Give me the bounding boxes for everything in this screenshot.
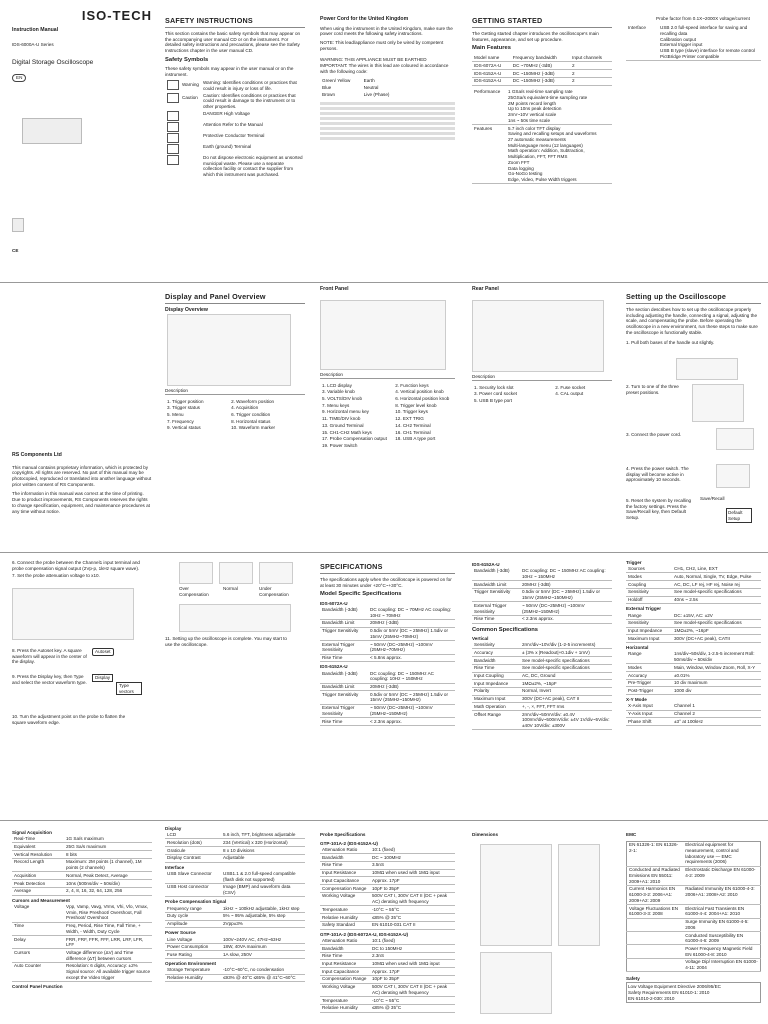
under-comp-label: Under Compensation [259, 586, 289, 597]
probe-factor-text: Probe factor from 0.1X~2000X voltage/current [656, 16, 750, 21]
display-table: LCD 5.6 inch, TFT, brightness adjustable Resolution (dots) 234 (Vertical) x 320 (Horizontal) Graticule 8 x 10 divisions Display Contrast Adjustable [165, 832, 305, 863]
interface-heading: Interface [165, 864, 185, 870]
symbol-row: Do not dispose electronic equipment as unsorted municipal waste. Please use a separate collection facility or contact the supplier from which this instrument was purchased. [165, 154, 305, 178]
setup-step-3: 3. Connect the power cord. [626, 432, 682, 437]
power-table: Line Voltage 100V~240V AC, 47Hz~63Hz Power Consumption 18W, 40VA maximum Fuse Rating 1A slow, 250V [165, 936, 305, 959]
power-cord-text: When using the instrument in the United Kingdom, make sure the power cord meets the following safety instructions. [320, 25, 453, 37]
setup-step-4: 4. Press the power switch. The display will become active in approximately 10 seconds. [626, 466, 689, 483]
operation-table: Storage Temperature -10°C~60°C, no condensation Relative Humidity ≤93% @ 40°C ≤65% @ 41°C~60°C [165, 967, 305, 982]
rear-panel-diagram [472, 300, 604, 372]
power-cord-heading: Power Cord for the United Kingdom [320, 16, 409, 22]
setup-intro: The section describes how to set up the oscilloscope properly including adjusting the handle, connecting a signal, adjusting the scale, and compensating the probe. Before operating the oscilloscope in a new environment, run these steps to make sure the oscilloscope is functionally stable. [626, 307, 758, 335]
setup-heading: Setting up the Oscilloscope [626, 292, 727, 301]
front-dimensions-drawing [480, 844, 552, 946]
display-overview-sub: Display Overview [165, 307, 208, 313]
row-divider-1 [0, 282, 768, 283]
autoset-key: Autoset [92, 648, 114, 656]
cover-series: IDS-6000A-U Series [12, 41, 54, 47]
trigger-specs-section [626, 560, 761, 818]
model-3-title: IDS-6152A-U [472, 562, 500, 567]
earth-ground-icon [167, 144, 179, 154]
rs-text-2: The information in this manual was correct at the time of printing. Due to product improvements, RS Components reserves the rights to change specification, equipment, and maintenance procedures at any time without notice. [12, 491, 150, 514]
symbol-row: Caution Caution: Identifies conditions or practices that could result in damage to the instrument or to other properties. [165, 92, 305, 110]
model-2-table: Bandwidth (-3dB) DC coupling: DC ~ 150MHz AC coupling: 10Hz ~ 150MHz Bandwidth Limit 20MHz (-3dB) Trigger Sensitivity 0.5div or 5mV (DC ~ 25MHz) 1.5div or 15mV (25MHz~150MHz) External Trigger Sensitivity ~ 50mV (DC~25MHz) ~100mV (25MHz~150MHz) Rise Time < 2.3ns approx. [320, 670, 455, 726]
safety-symbols-heading: Safety Symbols [165, 56, 209, 63]
power-cord-warning: WARNING: THIS APPLIANCE MUST BE EARTHED IMPORTANT: The wires in this lead are coloured in accordance with the following code: [320, 57, 449, 74]
symbol-row: Protective Conductor Terminal [165, 132, 305, 143]
specs-heading: SPECIFICATIONS [320, 562, 383, 571]
display-overview-section: Display and Panel Overview Display Overview Description 1. Trigger position 2. Waveform position 3. Trigger status 4. Acquisition 5. Menu 6. Trigger condition 7. Frequency 8. Horizontal status 9. Vertical status 10. Waveform marker [165, 292, 305, 550]
display-heading: Display [165, 826, 182, 831]
power-switch-image [716, 464, 750, 488]
oscilloscope-image [22, 118, 82, 144]
safety-spec-item: Safety Requirements EN 61010-1: 2010 [628, 989, 710, 995]
setup-step-6: 6. Connect the probe between the Channel1 input terminal and probe compensation signal output (2Vp-p, 1kHz square wave). [12, 560, 140, 571]
symbol-row: Earth (ground) Terminal [165, 143, 305, 154]
probe-1-title: GTP-101A-2 (IDS-6152A-U) [320, 840, 378, 846]
handle-image [676, 358, 738, 380]
control-heading: Control Panel Function [12, 984, 63, 990]
symbol-row: Warning Warning: Identifies conditions or practices that could result in injury or loss of life. [165, 80, 305, 92]
getting-started-section: GETTING STARTED The Getting started chapter introduces the oscilloscope's main features, appearance, and set up procedure. Main Features Model name Frequency bandwidth Input channels IDS-6072A-U DC ~70MHz (-3dB) 2 IDS-6152A-U DC ~150MHz (-3dB) 2 IDS-6152A-U DC ~150MHz (-3dB) 2 Performance 1 GSa/s real-time sampling rate 25GSa/s equivalent-time sampling rate 2M points record length Up to 10ns peak detection 2mV~10V vertical scale 1ns ~ 50s time scale Features 5.7 inch color TFT display Saving and recalling setups and waveforms 27 automatic measurements Multi-language menu (12 languages) Math operation: Addition, Subtraction, Multiplication, FFT, FFT RMS Zoom FFT Data logging Go-NoGo testing Edge, Video, Pulse Width triggers [472, 16, 612, 280]
cursors-heading: Cursors and Measurement [12, 897, 70, 903]
display-diagram [167, 314, 291, 386]
safety-spec-item: Low Voltage Equipment Directive 2006/95/EC [628, 984, 721, 990]
dimensions-heading: Dimensions [472, 832, 499, 837]
display-specs-section [165, 826, 305, 1022]
default-setup-key: Default Setup [726, 508, 752, 523]
interface-table: USB Slave Connector USB1.1 & 2.0 full-speed compatible (flash disk not supported) USB Host connector Image (BMP) and waveform data (CSV) [165, 870, 305, 897]
normal-wave [219, 562, 253, 584]
power-cord-image [716, 428, 754, 450]
emc-section [626, 832, 761, 1022]
common-specs-heading: Common Specifications [472, 626, 539, 633]
safety-spec-heading: Safety [626, 976, 640, 982]
setup-step-9: 9. Press the Display key, then Type and select the vector waveform type. [12, 674, 87, 685]
normal-label: Normal [223, 586, 238, 591]
row-divider-3 [0, 820, 768, 821]
probe-adjust-image [179, 604, 291, 632]
rs-section [12, 452, 152, 550]
symbol-row: Attention Refer to the Manual [165, 121, 305, 132]
rear-panel-heading: Rear Panel [472, 286, 499, 292]
safety-spec-item: EN 61010-2-030: 2010 [628, 995, 675, 1001]
probe-2-title: GTP-101A-2 (IDS-6072A-U, IDS-6152A-U) [320, 931, 409, 937]
model-specs-heading: Model Specific Specifications [320, 591, 402, 598]
under-compensation-wave [259, 562, 293, 584]
signal-table: Real-Time 1G Sa/s maximum Equivalent 25G Sa/s maximum Vertical Resolution 8 bits Record Length Maximum: 2M points (1 channel), 1M points (2 channels) Acquisition Normal, Peak Detect, Average Peak Detection 10ns (500ns/div ~ 50s/div) Average 2, 4, 8, 16, 32, 64, 128, 256 [12, 836, 152, 896]
warning-icon [167, 80, 179, 90]
probe-connection-image [12, 588, 134, 640]
emc-heading: EMC [626, 832, 637, 837]
probe-comp-heading: Probe Compensation Signal [165, 899, 227, 905]
probe-comp-table: Frequency range 1kHz ~ 100kHz adjustable, 1kHz step Duty cycle 5% ~ 95% adjustable, 5% step Amplitude 2Vpp±3% [165, 905, 305, 928]
trigger-heading: Trigger [626, 560, 642, 565]
safety-symbols-intro: These safety symbols may appear in the user manual or on the instrument. [165, 66, 294, 77]
power-cord-note: NOTE: This lead/appliance must only be wired by competent persons. [320, 39, 444, 51]
front-panel-diagram [320, 300, 446, 370]
language-badge: EN [12, 74, 26, 82]
safety-intro: This section contains the basic safety symbols that may appear on the accompanying user manual CD or on the instrument. For detailed safety instructions and precautions, please see the Safety Instructions chapter in the user manual CD. [165, 31, 301, 54]
probe-heading: Probe Specifications [320, 832, 366, 837]
front-panel-section: Front Panel Description 1. LCD display 2. Function keys 3. Variable knob 4. Vertical position knob 5. VOLTS/DIV knob 6. Horizontal position knob 7. Menu keys 8. Trigger level knob 9. Horizontal menu key 10. Trigger keys 11. TIME/DIV knob 12. EXT TRIG 13. Ground Terminal 14. CH2 Terminal 15. CH1-CH2 Math keys 16. CH1 Terminal 17. Probe Compensation output 18. USB A type port 19. Power Switch [320, 286, 455, 550]
signal-heading: Signal Acquisition [12, 830, 52, 835]
setup-step-10: 10. Turn the adjustment point on the probe to flatten the square waveform edge. [12, 714, 126, 725]
rear-panel-section: Rear Panel Description 1. Security lock slot 2. Fuse socket 3. Power cord socket 4. CAL output 5. USB B type port [472, 286, 612, 550]
trigger-table: Sources CH1, CH2, Line, EXT Modes Auto, Normal, Single, TV, Edge, Pulse Coupling AC, DC, LF rej, HF rej, Noise rej Sensitivity See model-specific specifications Holdoff 40ns ~ 2.5s [626, 566, 761, 605]
handle-positions-image [692, 384, 744, 422]
rear-dimensions-drawing [480, 952, 552, 1014]
brand-logo: ISO-TECH [81, 8, 152, 23]
models-table: Model name Frequency bandwidth Input channels IDS-6072A-U DC ~70MHz (-3dB) 2 IDS-6152A-U DC ~150MHz (-3dB) 2 IDS-6152A-U DC ~150MHz (-3dB) 2 [472, 55, 612, 86]
model-2-title: IDS-6152A-U [320, 664, 348, 670]
protective-conductor-icon [167, 133, 179, 143]
power-heading: Power Source [165, 930, 196, 936]
save-recall-key: Save/Recall [700, 496, 725, 501]
display-key: Display [92, 674, 113, 682]
cover-title: Instruction Manual [12, 27, 59, 33]
specs-section [320, 562, 455, 817]
symbol-row: DANGER High Voltage [165, 110, 305, 121]
power-cord-section: Power Cord for the United Kingdom When using the instrument in the United Kingdom, make sure the power cord meets the following safety instructions. NOTE: This lead/appliance must only be wired by competent persons. WARNING: THIS APPLIANCE MUST BE EARTHED IMPORTANT: The wires in this lead are coloured in accordance with the following code: Green/ Yellow Earth Blue Neutral Brown Live (Phase) [320, 16, 455, 280]
common-specs-section [472, 562, 612, 817]
setup-step-8: 8. Press the Autoset key. A square waveform will appear in the center of the display. [12, 648, 87, 665]
setup-steps-continued [12, 560, 152, 815]
setup-step-1: 1. Pull both bases of the handle out slightly. [626, 339, 715, 345]
rs-text-1: This manual contains proprietary information, which is protected by copyrights. All rights are reserved. No part of this manual may be photocopied, reproduced or translated into another language without prior written consent of RS Components. [12, 464, 152, 487]
display-desc-label: Description [165, 388, 305, 395]
signal-acquisition-section [12, 830, 152, 1022]
safety-section [165, 16, 305, 280]
rs-heading: RS Components Ltd [12, 452, 62, 458]
xy-table: X-Axis Input Channel 1 Y-Axis Input Channel 2 Phase Shift ±3° at 100kHz [626, 703, 761, 726]
type-vectors-key: Type vectors [116, 682, 142, 695]
setup-step-2: 2. Turn to one of the three preset positions. [626, 384, 679, 395]
vertical-table: Sensitivity 2mV/div~10V/div (1-2-5 increments) Accuracy ± (3% x |Readout|+0.1div + 1mV) Bandwidth See model-specific specifications Rise Time See model-specific specifications Input Coupling AC, DC, Ground Input Impedance 1MΩ±2%, ~15pF Polarity Normal, Invert Maximum Input 300V (DC+AC peak), CAT II Math Operation +, -, ×, FFT, FFT rms Offset Range 2mV/div~50mV/div: ±0.4V 100mV/div~500mV/div: ±4V 1V/div~5V/div: ±40V 10V/div: ±300V [472, 642, 612, 731]
weee-bin-icon [167, 155, 179, 165]
getting-started-intro: The Getting started chapter introduces the oscilloscope's main features, appearance, and set up procedure. [472, 31, 599, 42]
xy-heading: X-Y Mode [626, 697, 647, 703]
safety-heading: SAFETY INSTRUCTIONS [165, 16, 253, 25]
probe-specs-section [320, 832, 455, 1022]
operation-heading: Operation Environment [165, 961, 217, 967]
getting-started-heading: GETTING STARTED [472, 16, 543, 25]
emc-table: EN 61326-1: EN 61326-2-1: Electrical equipment for measurement, control and laboratory use — EMC requirements (2006) Conducted and Radiated Emissions EN 55011: 2009+A1: 2010 Electrostatic Discharge EN 61000-4-2: 2009 Current Harmonics EN 61000-3-2: 2006+A1: 2009+A2: 2009 Radiated Immunity EN 61000-4-3: 2006+A1: 2008+A2: 2010 Voltage Fluctuations EN 61000-3-3: 2008 Electrical Fast Transients EN 61000-4-4: 2004+A1: 2010 Surge Immunity EN 61000-4-5: 2006 Conducted Susceptibility EN 61000-4-6: 2009 Power Frequency Magnetic Field EN 61000-4-8: 2010 Voltage Dip/ Interruption EN 61000-4-11: 2004 [626, 841, 761, 973]
display-overview-heading: Display and Panel Overview [165, 292, 266, 301]
attention-icon [167, 122, 179, 132]
ext-trigger-heading: External Trigger [626, 606, 661, 612]
recycle-icon [12, 218, 24, 232]
ce-mark-icon: CE [12, 248, 19, 253]
horizontal-heading: Horizontal [626, 645, 649, 651]
horizontal-table: Range 1ns/div~50s/div, 1-2.5-5 increment Roll: 50ms/div ~ 50s/div Modes Main, Window, Window Zoom, Roll, X-Y Accuracy ±0.01% Pre-Trigger 10 div maximum Post-Trigger 1000 div [626, 651, 761, 695]
probe-1-table: Attenuation Ratio 10:1 (fixed) Bandwidth DC ~ 100MHz Rise Time 3.5nS Input Resistance 10MΩ when used with 1MΩ input Input Capacitance Approx. 17pF Compensation Range 10pF to 35pF Working Voltage 500V CAT I, 300V CAT II (DC + peak AC) derating with frequency Temperature -10°C ~ 55°C Relative Humidity ≤85% @ 35°C Safety Standard EN 61010-031 CAT II [320, 846, 455, 929]
compensation-section [165, 560, 305, 815]
high-voltage-icon [167, 111, 179, 121]
front-panel-heading: Front Panel [320, 286, 349, 292]
cover-product: Digital Storage Oscilloscope [12, 59, 94, 67]
setup-step-5: 5. Reset the system by recalling the factory settings. Press the Save/Recall key, then Default Setup. [626, 498, 692, 521]
cover-panel [12, 8, 152, 278]
ext-trigger-table: Range DC: ±15V, AC: ±2V Sensitivity See model-specific specifications Input Impedance 1MΩ±2%, ~16pF Maximum Input 300V (DC+AC peak), CATII [626, 612, 761, 643]
interface-section: Probe factor from 0.1X~2000X voltage/current Interface USB 2.0 full-speed interface for saving and recalling data Calibration output External trigger input USB B type (slave) interface for remote control PictBridge Printer compatible [626, 16, 761, 106]
setup-step-11: 11. Setting up the oscilloscope is complete. You may start to use the oscilloscope. [165, 636, 287, 647]
caution-icon [167, 93, 179, 103]
row-divider-2 [0, 552, 768, 553]
specs-intro: The specifications apply when the oscilloscope is powered on for at least 30 minutes under +20°C~+30°C. [320, 577, 452, 588]
over-comp-label: Over Compensation [179, 586, 209, 597]
probe-2-table: Attenuation Ratio 10:1 (fixed) Bandwidth DC to 150MHz Rise Time 2.3nS Input Resistance 10MΩ when used with 1MΩ input Input Capacitance Approx. 17pF Compensation Range 10pF to 35pF Working Voltage 500V CAT I, 300V CAT II (DC + peak AC) derating with frequency Temperature -10°C ~ 55°C Relative Humidity ≤85% @ 35°C [320, 937, 455, 1012]
model-1-table: Bandwidth (-3dB) DC coupling: DC ~ 70MHz AC coupling: 10Hz ~ 70MHz Bandwidth Limit 20MHz (-3dB) Trigger Sensitivity 0.5div or 5mV (DC ~ 25MHz) 1.5div or 15mV (25MHz~70MHz) External Trigger Sensitivity ~ 50mV (DC~25MHz) ~100mV (25MHz~70MHz) Rise Time < 5.8ns approx. [320, 606, 455, 662]
dimensions-section [472, 832, 612, 1022]
main-features-heading: Main Features [472, 45, 511, 52]
setup-step-7: 7. Set the probe attenuation voltage to x10. [12, 573, 100, 579]
cursors-table: Voltage Vpp, Vamp, Vavg, Vrms, Vhi, Vlo, Vmax, Vmin, Rise Preshoot/ Overshoot, Fall Preshoot/ Overshoot Time Freq, Period, Rise Time, Fall Time, + Width, - Width, Duty Cycle Delay FRR, FRF, FFR, FFF, LRR, LRF, LFR, LFF Cursors Voltage difference (ΔV) and Time difference (ΔT) between cursors Auto Counter Resolution: 6 digits, Accuracy: ±2% Signal source: All available trigger source except the Video trigger [14, 903, 151, 980]
setup-section [626, 292, 761, 550]
model-1-title: IDS-6072A-U [320, 600, 348, 606]
side-dimensions-drawing [558, 844, 600, 946]
model-3-table: Bandwidth (-3dB) DC coupling: DC ~ 150MHz AC coupling: 10Hz ~ 150MHz Bandwidth Limit 20MHz (-3dB) Trigger Sensitivity 0.5div or 5mV (DC ~ 25MHz) 1.5div or 15mV (25MHz~150MHz) External Trigger Sensitivity ~ 50mV (DC~25MHz) ~100mV (25MHz~150MHz) Rise Time < 2.3ns approx. [472, 568, 612, 624]
vertical-heading: Vertical [472, 635, 489, 641]
over-compensation-wave [179, 562, 213, 584]
